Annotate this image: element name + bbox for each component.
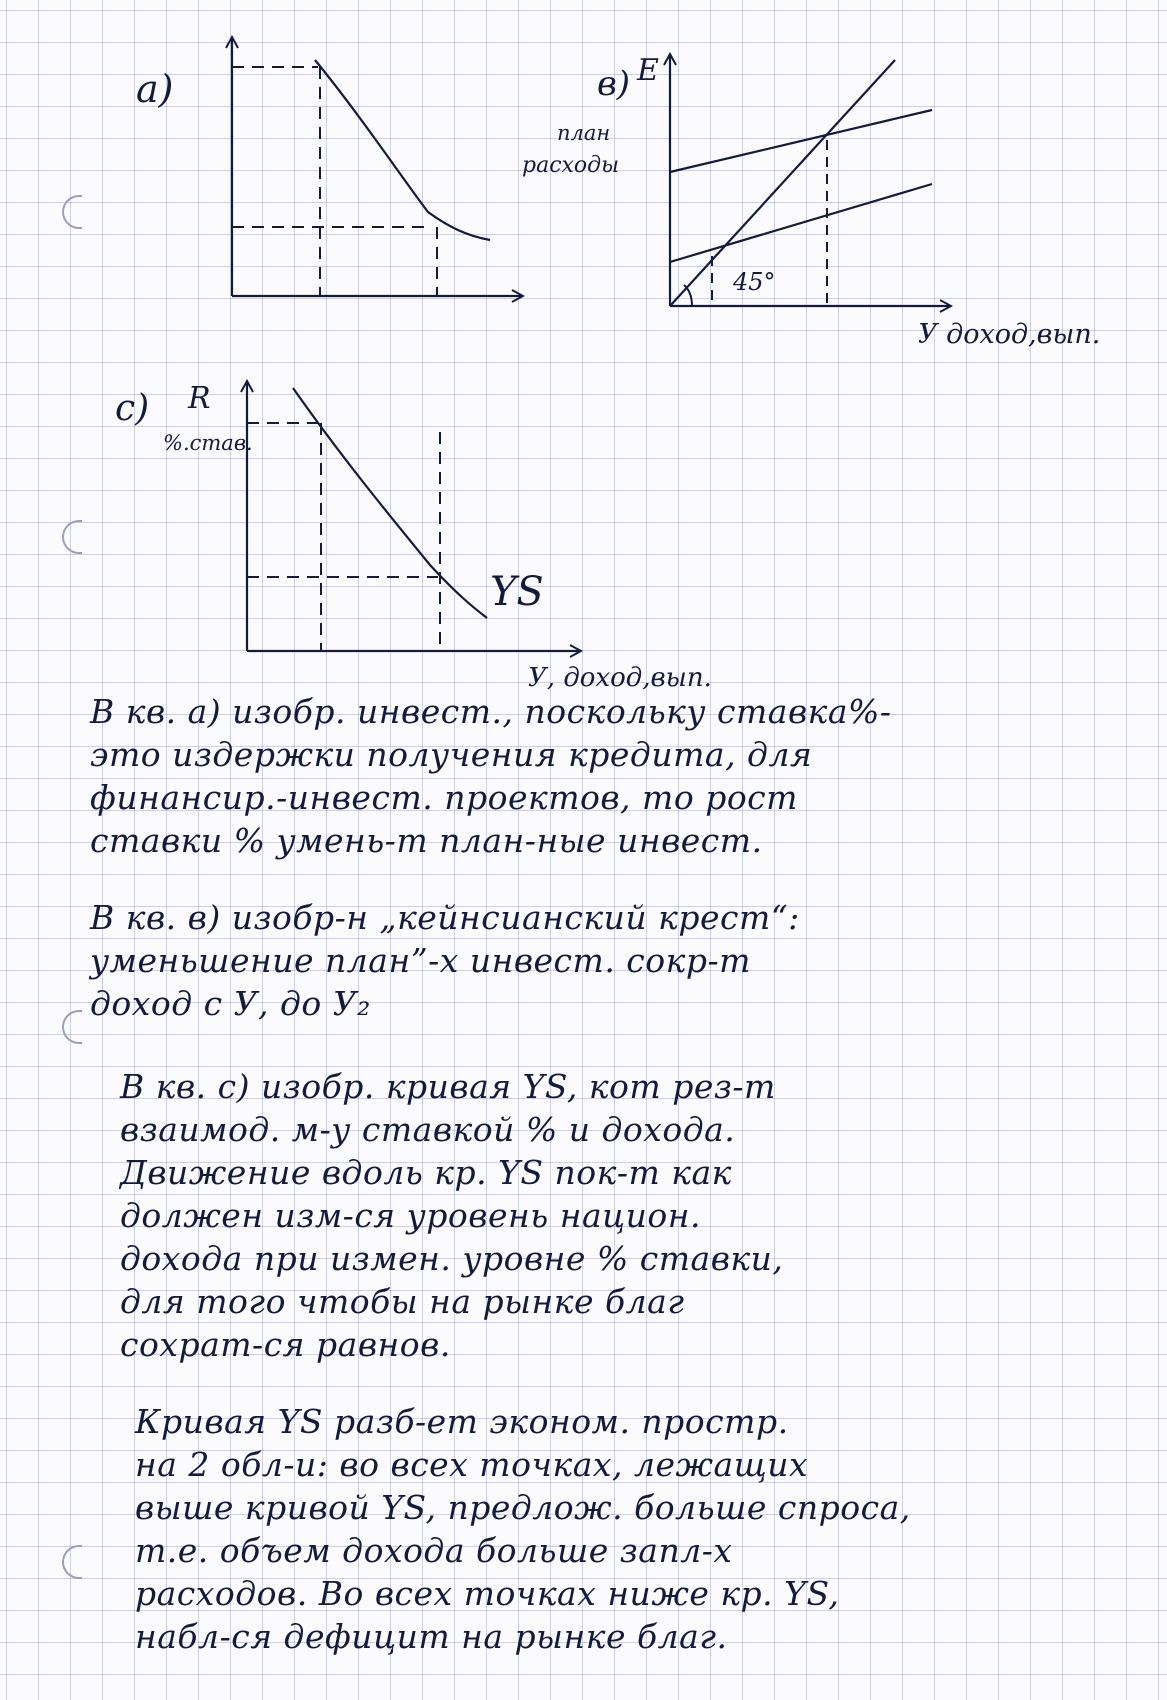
graph-a-panel-label: а) [136, 67, 174, 111]
note-line: для того чтобы на рынке благ [120, 1282, 685, 1321]
note-line: сохрат-ся равнов. [120, 1325, 451, 1364]
note-block-ys [90, 1400, 1130, 1658]
note-block-a [90, 690, 1130, 862]
note-line: расходов. Во всех точках ниже кр. YS, [135, 1574, 840, 1613]
note-line: должен изм-ся уровень национ. [120, 1196, 701, 1235]
binder-hole [62, 1010, 82, 1044]
graph-b-y-caption-line2: расходы [522, 153, 620, 178]
graph-c-x-axis-label: У, доход,вып. [528, 663, 712, 690]
note-line: уменьшение план”-х инвест. сокр-т [90, 941, 751, 980]
note-line: Движение вдоль кр. YS пок-т как [120, 1153, 732, 1192]
graph-b-planned-expenditure-low [670, 184, 932, 262]
graph-c-panel-label: с) [115, 388, 150, 429]
note-line: Кривая YS разб-ет эконом. простр. [135, 1402, 789, 1441]
note-line: выше кривой YS, предлож. больше спроса, [135, 1488, 911, 1527]
graph-b-45-degree-line [670, 60, 895, 306]
graph-b-x-axis-label: У доход,вып. [918, 319, 1101, 350]
note-line: финансир.-инвест. проектов, то рост [90, 778, 798, 817]
note-line: т.е. объем дохода больше запл-х [135, 1531, 733, 1570]
note-line: дохода при измен. уровне % ставки, [120, 1239, 784, 1278]
graph-c-y-axis-label: R [188, 381, 211, 416]
graph-b-y-caption-line1: план [557, 121, 611, 145]
note-line: В кв. в) изобр-н „кейнсианский крест“: [90, 898, 800, 937]
note-line: взаимод. м-у ставкой % и дохода. [120, 1110, 736, 1149]
graph-b-panel-label: в) [597, 64, 631, 104]
binder-hole [62, 1545, 82, 1579]
note-line: на 2 обл-и: во всех точках, лежащих [135, 1445, 809, 1484]
handwritten-notes [90, 690, 1130, 1684]
note-line: доход с У, до У₂ [90, 984, 371, 1023]
graph-a-investment-curve [315, 60, 490, 240]
graphs-sketch [0, 0, 1167, 690]
note-line: ставки % умень-т план-ные инвест. [90, 821, 763, 860]
graph-a [136, 38, 522, 296]
note-line: В кв. с) изобр. кривая YS, кот рез-т [120, 1067, 776, 1106]
graph-c [115, 381, 712, 690]
note-block-c [90, 1065, 1130, 1366]
graph-b [522, 53, 1100, 350]
note-line: В кв. а) изобр. инвест., поскольку ставка%- [90, 692, 892, 731]
note-block-b [90, 896, 1130, 1025]
graph-b-angle-label: 45° [733, 268, 776, 296]
graph-c-curve-label: YS [490, 569, 544, 615]
graph-b-y-axis-label: E [637, 53, 659, 88]
note-line: набл-ся дефицит на рынке благ. [135, 1617, 728, 1656]
note-line: это издержки получения кредита, для [90, 735, 813, 774]
graph-c-ys-curve [293, 388, 487, 618]
graph-c-y-caption: %.став. [163, 431, 253, 455]
